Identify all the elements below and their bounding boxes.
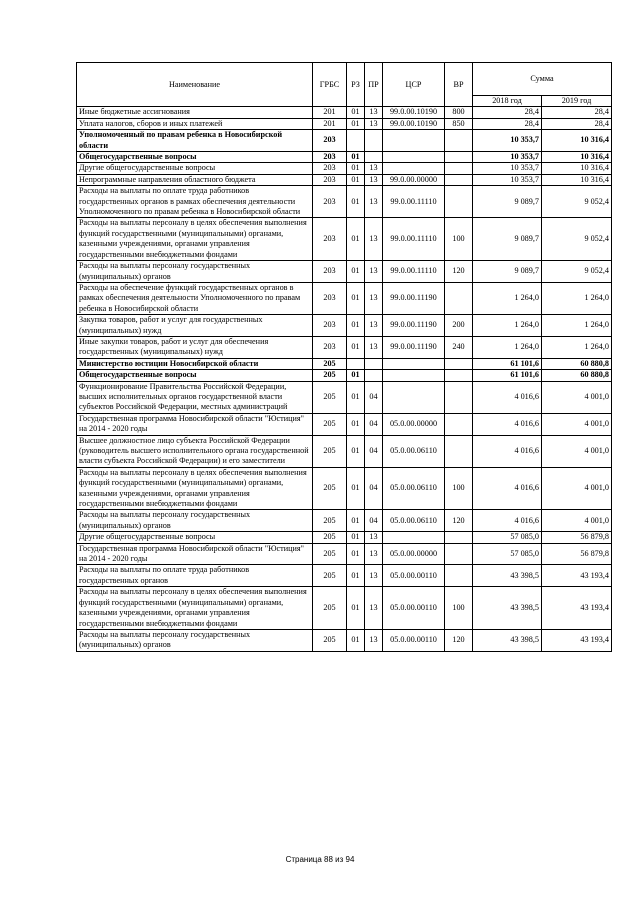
row-vr	[445, 381, 473, 413]
row-vr: 850	[445, 118, 473, 129]
row-sum-2018: 4 016,6	[473, 510, 542, 532]
row-pr: 04	[365, 381, 383, 413]
row-grbs: 203	[313, 261, 347, 283]
row-sum-2019: 43 193,4	[542, 565, 612, 587]
row-grbs: 205	[313, 435, 347, 467]
row-sum-2019: 9 052,4	[542, 261, 612, 283]
table-row	[77, 130, 612, 152]
table-row	[77, 315, 612, 337]
row-rz: 01	[347, 510, 365, 532]
row-sum-2018: 1 264,0	[473, 336, 542, 358]
table-row	[77, 510, 612, 532]
row-sum-2018: 28,4	[473, 118, 542, 129]
row-vr	[445, 186, 473, 218]
row-rz: 01	[347, 315, 365, 337]
row-sum-2019: 28,4	[542, 107, 612, 118]
row-rz: 01	[347, 532, 365, 543]
row-pr: 13	[365, 532, 383, 543]
row-grbs: 203	[313, 163, 347, 174]
row-sum-2019: 10 316,4	[542, 130, 612, 152]
row-rz: 01	[347, 435, 365, 467]
table-row	[77, 532, 612, 543]
row-csr	[383, 358, 445, 369]
row-vr: 800	[445, 107, 473, 118]
row-sum-2019: 10 316,4	[542, 174, 612, 185]
row-vr	[445, 370, 473, 381]
table-row	[77, 186, 612, 218]
row-grbs: 205	[313, 370, 347, 381]
row-sum-2019: 1 264,0	[542, 282, 612, 314]
row-grbs: 205	[313, 381, 347, 413]
row-grbs: 203	[313, 336, 347, 358]
row-sum-2019: 43 193,4	[542, 629, 612, 651]
row-csr: 05.0.00.00000	[383, 413, 445, 435]
row-pr: 13	[365, 186, 383, 218]
row-csr: 99.0.00.10190	[383, 107, 445, 118]
row-pr: 13	[365, 543, 383, 565]
header-csr: ЦСР	[383, 63, 445, 107]
row-name: Иные закупки товаров, работ и услуг для обеспечения государственных (муниципальных) нужд	[77, 336, 313, 358]
row-rz: 01	[347, 336, 365, 358]
row-sum-2019: 43 193,4	[542, 587, 612, 630]
row-pr: 13	[365, 336, 383, 358]
row-rz: 01	[347, 467, 365, 510]
row-grbs: 205	[313, 467, 347, 510]
table-row	[77, 413, 612, 435]
row-csr: 99.0.00.11190	[383, 336, 445, 358]
row-name: Расходы на выплаты персоналу государственных (муниципальных) органов	[77, 510, 313, 532]
row-pr: 13	[365, 163, 383, 174]
row-sum-2018: 61 101,6	[473, 358, 542, 369]
row-csr: 05.0.00.00110	[383, 565, 445, 587]
table-row	[77, 282, 612, 314]
row-vr: 120	[445, 629, 473, 651]
row-sum-2019: 4 001,0	[542, 381, 612, 413]
row-csr: 05.0.00.00000	[383, 543, 445, 565]
row-pr: 04	[365, 467, 383, 510]
row-sum-2018: 61 101,6	[473, 370, 542, 381]
row-vr: 100	[445, 587, 473, 630]
row-vr	[445, 163, 473, 174]
row-name: Государственная программа Новосибирской области "Юстиция" на 2014 - 2020 годы	[77, 543, 313, 565]
row-sum-2019: 28,4	[542, 118, 612, 129]
row-rz: 01	[347, 107, 365, 118]
row-name: Расходы на выплаты персоналу в целях обеспечения выполнения функций государственными (муниципальными) органами, казенными учреждениями, органами управления государственными внебюджетными фондами	[77, 218, 313, 261]
header-name: Наименование	[77, 63, 313, 107]
row-name: Расходы на выплаты персоналу в целях обеспечения выполнения функций государственными (муниципальными) органами, казенными учреждениями, органами управления государственными внебюджетными фондами	[77, 467, 313, 510]
row-sum-2018: 4 016,6	[473, 413, 542, 435]
row-name: Министерство юстиции Новосибирской области	[77, 358, 313, 369]
row-pr	[365, 152, 383, 163]
row-pr: 13	[365, 565, 383, 587]
page-footer: Страница 88 из 94	[285, 855, 355, 864]
row-pr: 04	[365, 413, 383, 435]
row-rz	[347, 130, 365, 152]
row-vr	[445, 152, 473, 163]
table-row	[77, 118, 612, 129]
row-csr: 05.0.00.06110	[383, 435, 445, 467]
header-vr: ВР	[445, 63, 473, 107]
row-csr	[383, 152, 445, 163]
row-csr: 99.0.00.00000	[383, 174, 445, 185]
row-csr	[383, 130, 445, 152]
row-rz	[347, 358, 365, 369]
row-grbs: 205	[313, 543, 347, 565]
row-name: Уполномоченный по правам ребенка в Новосибирской области	[77, 130, 313, 152]
row-name: Общегосударственные вопросы	[77, 370, 313, 381]
table-row	[77, 587, 612, 630]
row-sum-2018: 10 353,7	[473, 152, 542, 163]
row-name: Расходы на выплаты персоналу в целях обеспечения выполнения функций государственными (муниципальными) органами, казенными учреждениями, органами управления государственными внебюджетными фондами	[77, 587, 313, 630]
table-row	[77, 152, 612, 163]
row-name: Государственная программа Новосибирской области "Юстиция" на 2014 - 2020 годы	[77, 413, 313, 435]
row-sum-2019: 1 264,0	[542, 315, 612, 337]
row-sum-2019: 4 001,0	[542, 435, 612, 467]
row-sum-2019: 56 879,8	[542, 532, 612, 543]
row-pr	[365, 358, 383, 369]
row-csr	[383, 532, 445, 543]
table-row	[77, 174, 612, 185]
row-pr: 13	[365, 629, 383, 651]
row-vr: 120	[445, 510, 473, 532]
row-name: Уплата налогов, сборов и иных платежей	[77, 118, 313, 129]
row-csr	[383, 370, 445, 381]
row-vr: 100	[445, 218, 473, 261]
row-sum-2019: 4 001,0	[542, 413, 612, 435]
table-row	[77, 336, 612, 358]
row-name: Расходы на обеспечение функций государственных органов в рамках обеспечения деятельности Уполномоченного по правам ребенка в Новосибирской области	[77, 282, 313, 314]
row-pr	[365, 370, 383, 381]
row-rz: 01	[347, 118, 365, 129]
table-header	[77, 63, 612, 107]
row-csr	[383, 163, 445, 174]
row-sum-2018: 9 089,7	[473, 218, 542, 261]
header-year-2018: 2018 год	[473, 96, 542, 107]
row-csr: 05.0.00.00110	[383, 629, 445, 651]
row-sum-2018: 43 398,5	[473, 629, 542, 651]
table-row	[77, 107, 612, 118]
row-rz: 01	[347, 565, 365, 587]
row-pr: 13	[365, 118, 383, 129]
row-csr: 99.0.00.11190	[383, 315, 445, 337]
row-name: Расходы на выплаты по оплате труда работников государственных органов	[77, 565, 313, 587]
row-grbs: 201	[313, 107, 347, 118]
row-sum-2018: 4 016,6	[473, 381, 542, 413]
row-name: Общегосударственные вопросы	[77, 152, 313, 163]
row-vr	[445, 413, 473, 435]
table-row	[77, 435, 612, 467]
row-pr: 13	[365, 282, 383, 314]
row-sum-2019: 10 316,4	[542, 163, 612, 174]
row-rz: 01	[347, 370, 365, 381]
row-vr: 240	[445, 336, 473, 358]
header-sum: Сумма	[473, 63, 612, 96]
row-sum-2018: 28,4	[473, 107, 542, 118]
row-grbs: 205	[313, 510, 347, 532]
row-sum-2018: 4 016,6	[473, 435, 542, 467]
row-name: Функционирование Правительства Российской Федерации, высших исполнительных органов государственной власти субъектов Российской Федерации, местных администраций	[77, 381, 313, 413]
row-sum-2018: 9 089,7	[473, 186, 542, 218]
row-vr	[445, 532, 473, 543]
table-row	[77, 629, 612, 651]
row-sum-2018: 4 016,6	[473, 467, 542, 510]
row-sum-2018: 57 085,0	[473, 532, 542, 543]
row-csr: 99.0.00.11110	[383, 218, 445, 261]
row-pr: 13	[365, 107, 383, 118]
row-vr	[445, 282, 473, 314]
row-pr: 13	[365, 587, 383, 630]
row-vr	[445, 358, 473, 369]
row-rz: 01	[347, 543, 365, 565]
row-pr: 13	[365, 218, 383, 261]
row-rz: 01	[347, 163, 365, 174]
row-rz: 01	[347, 282, 365, 314]
row-grbs: 203	[313, 282, 347, 314]
row-pr: 13	[365, 315, 383, 337]
row-sum-2018: 10 353,7	[473, 163, 542, 174]
row-sum-2018: 43 398,5	[473, 587, 542, 630]
header-pr: ПР	[365, 63, 383, 107]
row-sum-2019: 60 880,8	[542, 358, 612, 369]
row-grbs: 203	[313, 174, 347, 185]
row-grbs: 205	[313, 587, 347, 630]
row-grbs: 205	[313, 629, 347, 651]
row-grbs: 205	[313, 532, 347, 543]
row-name: Закупка товаров, работ и услуг для государственных (муниципальных) нужд	[77, 315, 313, 337]
table-row	[77, 565, 612, 587]
row-sum-2018: 9 089,7	[473, 261, 542, 283]
row-sum-2018: 10 353,7	[473, 174, 542, 185]
row-name: Непрограммные направления областного бюджета	[77, 174, 313, 185]
row-sum-2018: 1 264,0	[473, 315, 542, 337]
row-grbs: 203	[313, 152, 347, 163]
row-grbs: 203	[313, 315, 347, 337]
row-rz: 01	[347, 629, 365, 651]
row-vr: 100	[445, 467, 473, 510]
row-sum-2019: 4 001,0	[542, 467, 612, 510]
budget-table	[76, 62, 612, 652]
row-name: Иные бюджетные ассигнования	[77, 107, 313, 118]
row-name: Высшее должностное лицо субъекта Российской Федерации (руководитель высшего исполнительного органа государственной власти субъекта Российской Федерации) и его заместители	[77, 435, 313, 467]
row-csr: 05.0.00.06110	[383, 467, 445, 510]
row-rz: 01	[347, 186, 365, 218]
row-grbs: 203	[313, 218, 347, 261]
row-rz: 01	[347, 413, 365, 435]
row-sum-2018: 57 085,0	[473, 543, 542, 565]
row-sum-2019: 4 001,0	[542, 510, 612, 532]
table-row	[77, 381, 612, 413]
row-csr: 99.0.00.11110	[383, 261, 445, 283]
row-pr: 04	[365, 435, 383, 467]
row-grbs: 203	[313, 130, 347, 152]
row-sum-2019: 9 052,4	[542, 218, 612, 261]
table-row	[77, 218, 612, 261]
row-vr	[445, 543, 473, 565]
row-vr: 120	[445, 261, 473, 283]
row-name: Расходы на выплаты персоналу государственных (муниципальных) органов	[77, 629, 313, 651]
row-vr	[445, 130, 473, 152]
header-grbs: ГРБС	[313, 63, 347, 107]
table-row	[77, 358, 612, 369]
row-name: Расходы на выплаты по оплате труда работников государственных органов в рамках обеспечения деятельности Уполномоченного по правам ребенка в Новосибирской области	[77, 186, 313, 218]
table-row	[77, 261, 612, 283]
row-csr: 99.0.00.11190	[383, 282, 445, 314]
row-sum-2019: 1 264,0	[542, 336, 612, 358]
row-pr: 13	[365, 261, 383, 283]
row-name: Другие общегосударственные вопросы	[77, 163, 313, 174]
row-name: Другие общегосударственные вопросы	[77, 532, 313, 543]
row-grbs: 205	[313, 565, 347, 587]
row-rz: 01	[347, 381, 365, 413]
header-rz: РЗ	[347, 63, 365, 107]
row-sum-2018: 43 398,5	[473, 565, 542, 587]
row-vr: 200	[445, 315, 473, 337]
row-rz: 01	[347, 152, 365, 163]
table-row	[77, 163, 612, 174]
row-pr: 04	[365, 510, 383, 532]
table-row	[77, 543, 612, 565]
row-sum-2018: 1 264,0	[473, 282, 542, 314]
row-csr: 05.0.00.00110	[383, 587, 445, 630]
table-row	[77, 467, 612, 510]
row-csr: 99.0.00.10190	[383, 118, 445, 129]
row-csr	[383, 381, 445, 413]
row-pr	[365, 130, 383, 152]
table-row	[77, 370, 612, 381]
row-sum-2018: 10 353,7	[473, 130, 542, 152]
row-rz: 01	[347, 218, 365, 261]
row-sum-2019: 9 052,4	[542, 186, 612, 218]
row-rz: 01	[347, 587, 365, 630]
table-body	[77, 107, 612, 651]
row-sum-2019: 56 879,8	[542, 543, 612, 565]
row-csr: 99.0.00.11110	[383, 186, 445, 218]
row-sum-2019: 10 316,4	[542, 152, 612, 163]
row-sum-2019: 60 880,8	[542, 370, 612, 381]
row-vr	[445, 174, 473, 185]
row-rz: 01	[347, 261, 365, 283]
row-grbs: 205	[313, 413, 347, 435]
row-name: Расходы на выплаты персоналу государственных (муниципальных) органов	[77, 261, 313, 283]
row-grbs: 205	[313, 358, 347, 369]
row-vr	[445, 435, 473, 467]
row-grbs: 201	[313, 118, 347, 129]
row-vr	[445, 565, 473, 587]
row-rz: 01	[347, 174, 365, 185]
row-grbs: 203	[313, 186, 347, 218]
row-csr: 05.0.00.06110	[383, 510, 445, 532]
row-pr: 13	[365, 174, 383, 185]
header-year-2019: 2019 год	[542, 96, 612, 107]
